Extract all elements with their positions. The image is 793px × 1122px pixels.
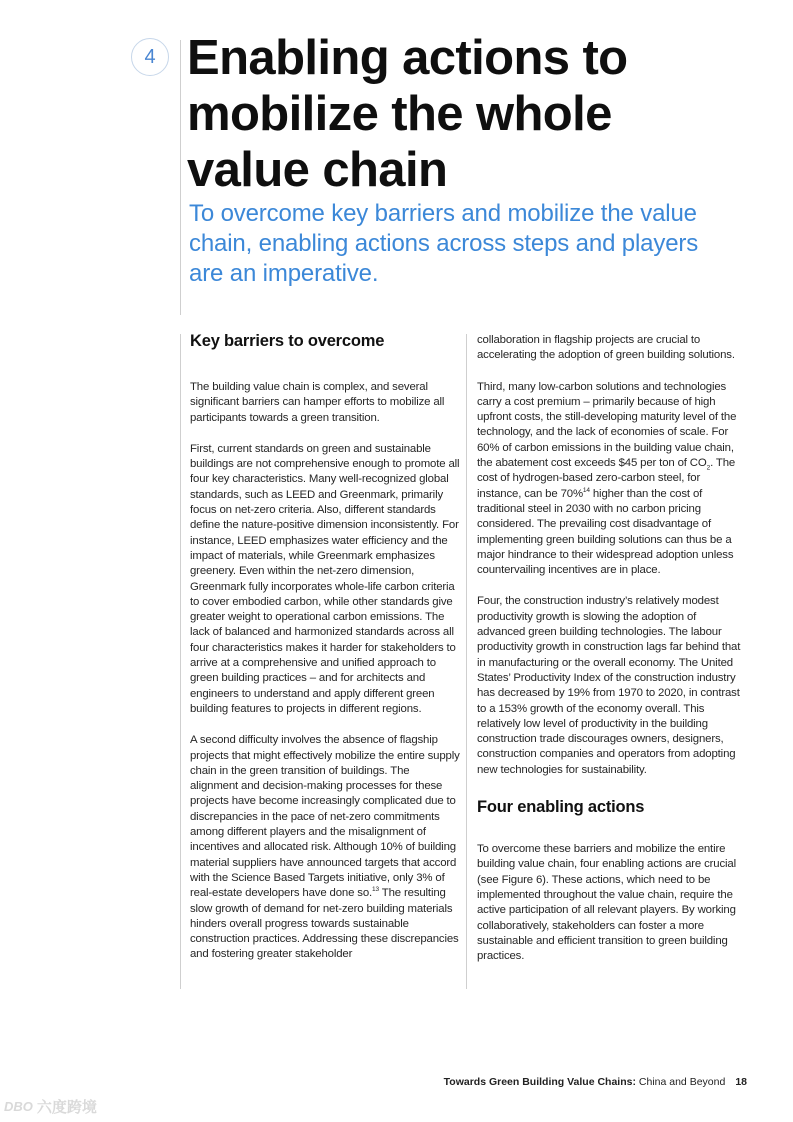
paragraph-enabling-actions: To overcome these barriers and mobilize the entire building value chain, four enabling actions are crucial (see Figure 6). These actions, which need to be implemented throughout the value chain, require the active participation of all relevant players. By working collaboratively, stakeholders can foster a more sustainable and efficient transition to green building practices.	[477, 843, 736, 963]
right-column	[477, 333, 747, 980]
right-column-rule	[466, 334, 467, 989]
watermark	[4, 1096, 97, 1117]
paragraph-fourth-barrier: Four, the construction industry’s relatively modest productivity growth is slowing the adoption of advanced green building technologies. The labour productivity growth in construction lags far behind that in manufacturing or the overall economy. The United States’ Productivity Index of the construction industry has decreased by 19% from 1970 to 2020, in contrast to a 153% growth of the economy overall. This relatively low level of productivity in the building construction trade discourages owners, designers, construction companies and operators from adopting new technologies for sustainability.	[477, 595, 741, 776]
watermark-logo-icon: DBO	[4, 1099, 33, 1114]
footer-doc-title-bold: Towards Green Building Value Chains:	[443, 1076, 636, 1088]
text-run: A second difficulty involves the absence of flagship projects that might effectively mobilize the entire supply chain in the green transition of buildings. The alignment and decision-making processes for these projects have become increasingly complicated due to discrepancies in the pace of net-zero commitments among different players and the misalignment of incentives and allocated risk. Although 10% of building material suppliers have announced targets that accord with the Science Based Targets initiative, only 3% of real-estate developers have done so.	[190, 734, 460, 900]
text-run: The resulting slow growth of demand for net-zero building materials hinders overall progress towards sustainable construction practices. Addressing these discrepancies and fostering greater stakeholder	[190, 887, 459, 961]
subscript-2: 2	[706, 464, 711, 472]
section-number-badge	[131, 38, 169, 76]
text-run: Third, many low-carbon solutions and technologies carry a cost premium – primarily because of high upfront costs, the still-developing maturity level of the technology, and the lack of economies of scale. For 60% of carbon emissions in the building value chain, the abatement cost exceeds $45 per ton of CO	[477, 380, 737, 470]
footnote-ref-13[interactable]: 13	[372, 886, 379, 894]
page-footer	[444, 1076, 747, 1088]
left-column-rule	[180, 334, 181, 989]
text-run: . The cost of hydrogen-based zero-carbon steel, for instance, can be 70%	[477, 457, 736, 500]
header-divider	[180, 40, 181, 315]
page-number: 18	[735, 1076, 747, 1088]
text-run: higher than the cost of traditional steel in 2030 with no carbon pricing considered. The prevailing cost disadvantage of implementing green building solutions can thus be a major hindrance to their widespread adoption unless countervailing incentives are in place.	[477, 487, 734, 577]
page-subtitle: To overcome key barriers and mobilize the value chain, enabling actions across steps and players are an imperative.	[189, 200, 699, 287]
paragraph-third-barrier	[477, 380, 747, 579]
paragraph-second-barrier	[190, 733, 460, 962]
paragraph-intro: The building value chain is complex, and several significant barriers can hamper efforts to mobilize all participants towards a green transition.	[190, 381, 445, 424]
section-number: 4	[144, 45, 156, 68]
footnote-ref-14[interactable]: 14	[582, 486, 590, 494]
section-heading-barriers: Key barriers to overcome	[190, 332, 385, 350]
left-column	[190, 330, 460, 979]
paragraph-first-barrier: First, current standards on green and sustainable buildings are not comprehensive enough to promote all four key characteristics. Many well-recognized global standards, such as LEED and Greenmark, primarily focus on net-zero criteria. Also, different standards define the nature-positive dimension inconsistently. For instance, LEED emphasizes water efficiency and the impact of materials, while Greenmark emphasizes greenery. Even within the net-zero dimension, Greenmark fully incorporates whole-life carbon criteria to cover embodied carbon, while other standards give greater weight to operational carbon emissions. The lack of balanced and harmonized standards across all four characteristics makes it harder for stakeholders to arrive at a comprehensive and unified approach to green building practices – and for architects and engineers to understand and apply different green building features to projects in different regions.	[190, 442, 460, 715]
watermark-text: 六度跨境	[36, 1099, 97, 1116]
section-heading-enabling-actions: Four enabling actions	[477, 798, 645, 817]
paragraph-continued: collaboration in flagship projects are crucial to accelerating the adoption of green building solutions.	[477, 334, 735, 362]
footer-doc-title-rest: China and Beyond	[635, 1076, 726, 1088]
page-title: Enabling actions to mobilize the whole value chain	[187, 31, 628, 197]
